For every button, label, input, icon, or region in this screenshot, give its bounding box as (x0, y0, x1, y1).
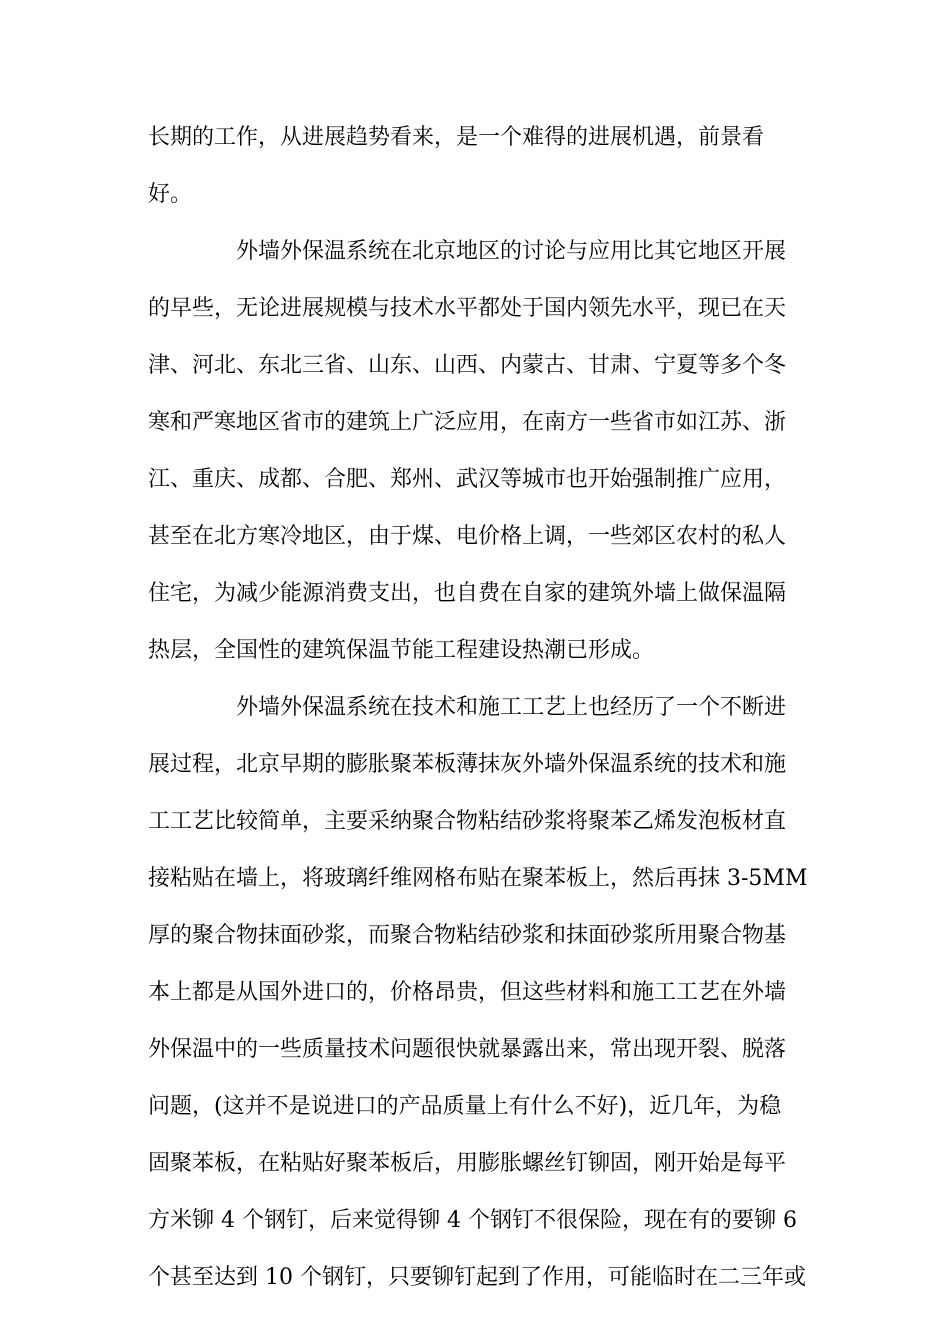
text-line: 好。 (148, 182, 193, 207)
text-line: 个甚至达到 10 个钢钉，只要铆钉起到了作用，可能临时在二三年或 (148, 1265, 806, 1290)
text-line: 住宅，为减少能源消费支出，也自费在自家的建筑外墙上做保温隔 (148, 581, 787, 606)
text-line: 寒和严寒地区省市的建筑上广泛应用，在南方一些省市如江苏、浙 (148, 410, 787, 435)
text-line: 接粘贴在墙上，将玻璃纤维网格布贴在聚苯板上，然后再抹 3-5MM (148, 866, 808, 891)
text-line: 外保温中的一些质量技术问题很快就暴露出来，常出现开裂、脱落 (148, 1037, 787, 1062)
text-line: 甚至在北方寒冷地区，由于煤、电价格上调，一些郊区农村的私人 (148, 524, 787, 549)
text-line: 固聚苯板，在粘贴好聚苯板后，用膨胀螺丝钉铆固，刚开始是每平 (148, 1151, 787, 1176)
text-line: 长期的工作，从进展趋势看来，是一个难得的进展机遇，前景看 (148, 125, 765, 150)
text-line: 热层，全国性的建筑保温节能工程建设热潮已形成。 (148, 638, 655, 663)
text-line: 本上都是从国外进口的，价格昂贵，但这些材料和施工工艺在外墙 (148, 980, 787, 1005)
text-line: 津、河北、东北三省、山东、山西、内蒙古、甘肃、宁夏等多个冬 (148, 353, 787, 378)
paragraph-start-line: 外墙外保温系统在技术和施工工艺上也经历了一个不断进 (236, 695, 787, 720)
paragraph-start-line: 外墙外保温系统在北京地区的讨论与应用比其它地区开展 (236, 239, 787, 264)
text-line: 的早些，无论进展规模与技术水平都处于国内领先水平，现已在天 (148, 296, 787, 321)
text-line: 方米铆 4 个钢钉，后来觉得铆 4 个钢钉不很保险，现在有的要铆 6 (148, 1208, 797, 1233)
text-line: 问题，(这并不是说进口的产品质量上有什么不好)，近几年，为稳 (148, 1094, 782, 1119)
body-text (148, 116, 808, 1313)
text-line: 工工艺比较简单，主要采纳聚合物粘结砂浆将聚苯乙烯发泡板材直 (148, 809, 787, 834)
text-line: 厚的聚合物抹面砂浆，而聚合物粘结砂浆和抹面砂浆所用聚合物基 (148, 923, 787, 948)
text-line: 展过程，北京早期的膨胀聚苯板薄抹灰外墙外保温系统的技术和施 (148, 752, 787, 777)
text-line: 江、重庆、成都、合肥、郑州、武汉等城市也开始强制推广应用， (148, 467, 787, 492)
